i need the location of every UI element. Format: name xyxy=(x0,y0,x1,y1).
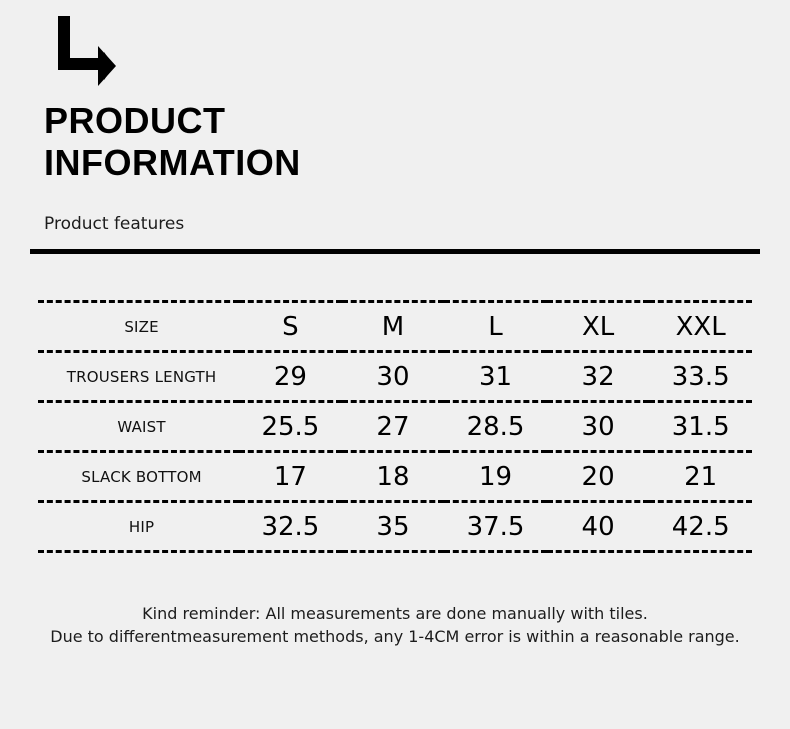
measurement-note-line1: Kind reminder: All measurements are done manually with tiles. xyxy=(142,604,648,623)
page-title-line1: PRODUCT xyxy=(44,100,226,141)
down-right-arrow-icon xyxy=(44,14,750,86)
column-header-m: M xyxy=(342,302,445,352)
cell-waist-s: 25.5 xyxy=(239,402,342,452)
cell-hip-m: 35 xyxy=(342,502,445,552)
header xyxy=(44,14,750,184)
cell-trousers-length-xl: 32 xyxy=(547,352,650,402)
column-header-size: SIZE xyxy=(38,302,239,352)
cell-waist-l: 28.5 xyxy=(444,402,547,452)
page-title xyxy=(44,100,750,184)
column-header-s: S xyxy=(239,302,342,352)
cell-slack-bottom-m: 18 xyxy=(342,452,445,502)
cell-slack-bottom-xl: 20 xyxy=(547,452,650,502)
measurement-note xyxy=(30,602,760,648)
measurement-note-line2: Due to differentmeasurement methods, any 1-4CM error is within a reasonable range. xyxy=(50,627,740,647)
cell-waist-xl: 30 xyxy=(547,402,650,452)
cell-slack-bottom-l: 19 xyxy=(444,452,547,502)
row-label-slack-bottom: SLACK BOTTOM xyxy=(38,452,239,502)
page-title-line2: INFORMATION xyxy=(44,141,301,183)
cell-trousers-length-s: 29 xyxy=(239,352,342,402)
column-header-l: L xyxy=(444,302,547,352)
cell-waist-m: 27 xyxy=(342,402,445,452)
cell-slack-bottom-s: 17 xyxy=(239,452,342,502)
column-header-xl: XL xyxy=(547,302,650,352)
cell-hip-xxl: 42.5 xyxy=(649,502,752,552)
table-header-row xyxy=(38,302,752,352)
row-label-trousers-length: TROUSERS LENGTH xyxy=(38,352,239,402)
cell-hip-s: 32.5 xyxy=(239,502,342,552)
header-divider xyxy=(30,249,760,254)
size-chart xyxy=(38,300,752,553)
column-header-xxl: XXL xyxy=(649,302,752,352)
cell-trousers-length-xxl: 33.5 xyxy=(649,352,752,402)
product-features-label: Product features xyxy=(44,214,185,234)
table-row xyxy=(38,502,752,552)
cell-waist-xxl: 31.5 xyxy=(649,402,752,452)
cell-hip-xl: 40 xyxy=(547,502,650,552)
row-label-waist: WAIST xyxy=(38,402,239,452)
cell-trousers-length-m: 30 xyxy=(342,352,445,402)
size-table xyxy=(38,300,752,553)
table-row xyxy=(38,452,752,502)
table-row xyxy=(38,402,752,452)
cell-hip-l: 37.5 xyxy=(444,502,547,552)
cell-trousers-length-l: 31 xyxy=(444,352,547,402)
table-row xyxy=(38,352,752,402)
row-label-hip: HIP xyxy=(38,502,239,552)
cell-slack-bottom-xxl: 21 xyxy=(649,452,752,502)
